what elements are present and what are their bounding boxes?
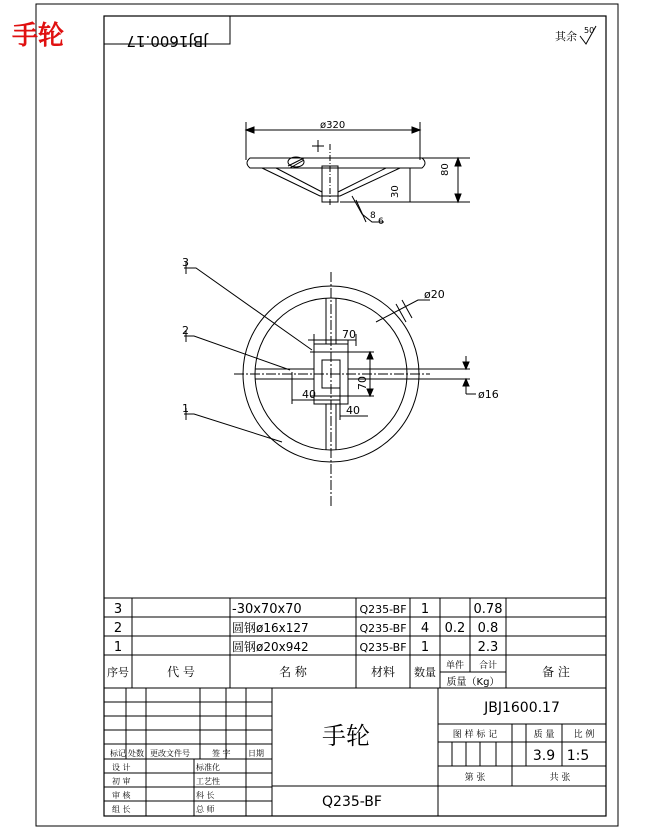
row3-name: -30x70x70 xyxy=(232,602,302,617)
stage-label: 图 样 标 记 xyxy=(452,730,498,740)
dim-spoke-diameter: ø20 xyxy=(424,288,445,301)
row2-name: 圆钢ø16x127 xyxy=(232,621,309,635)
rev-header-sign: 签 字 xyxy=(212,749,231,758)
scale-label: 比 例 xyxy=(573,730,595,740)
row3-material: Q235-BF xyxy=(359,603,407,616)
row2-total-mass: 0.8 xyxy=(477,621,499,636)
dim-roughness-b: 6 xyxy=(378,217,384,227)
header-mass: 质量（Kg） xyxy=(446,677,500,688)
drawing-number: JBJ1600.17 xyxy=(484,700,560,716)
rev-header-file: 更改文件号 xyxy=(150,749,190,758)
role-group-lead: 组 长 xyxy=(112,805,131,814)
rev-header-mark: 标记 xyxy=(110,749,126,758)
row1-qty: 1 xyxy=(420,640,430,655)
row3-total-mass: 0.78 xyxy=(473,602,503,617)
rev-header-count: 处数 xyxy=(128,749,144,758)
dim-rim-height: 30 xyxy=(390,185,401,198)
header-seq: 序号 xyxy=(107,666,129,679)
row3-seq: 3 xyxy=(113,602,123,617)
row3-qty: 1 xyxy=(420,602,430,617)
mass-label: 质 量 xyxy=(533,730,555,740)
surface-finish-value: 50 xyxy=(584,26,595,35)
role-initial-review: 初 审 xyxy=(112,777,131,786)
header-qty: 数量 xyxy=(414,666,436,679)
dim-roughness-a: 8 xyxy=(370,211,376,221)
sheet-label: 第 张 xyxy=(464,773,486,783)
header-material: 材料 xyxy=(370,665,396,679)
leader-label-2: 2 xyxy=(182,324,189,337)
row1-name: 圆钢ø20x942 xyxy=(232,640,309,654)
leader-label-1: 1 xyxy=(182,402,189,415)
header-remark: 备 注 xyxy=(542,665,570,679)
header-total: 合计 xyxy=(478,661,498,671)
dim-offset-right: 40 xyxy=(346,404,360,417)
row1-seq: 1 xyxy=(113,640,123,655)
total-sheets-label: 共 张 xyxy=(549,773,571,783)
row2-unit-mass: 0.2 xyxy=(444,621,466,636)
dim-shaft-diameter: ø16 xyxy=(478,388,499,401)
header-code: 代 号 xyxy=(167,665,195,679)
row2-seq: 2 xyxy=(113,621,123,636)
row1-total-mass: 2.3 xyxy=(477,640,499,655)
role-standard: 标准化 xyxy=(196,763,220,772)
dim-hub-width: 70 xyxy=(342,328,356,341)
role-section-chief: 科 长 xyxy=(196,791,215,800)
page-title: 手轮 xyxy=(12,21,65,51)
dim-offset-left: 40 xyxy=(302,388,316,401)
header-unit: 单件 xyxy=(445,661,465,671)
scale-value: 1:5 xyxy=(566,748,590,764)
row2-qty: 4 xyxy=(420,621,430,636)
row2-material: Q235-BF xyxy=(359,622,407,635)
header-name: 名 称 xyxy=(279,665,307,679)
part-name: 手轮 xyxy=(322,722,370,750)
leader-label-3: 3 xyxy=(182,256,189,269)
material-name: Q235-BF xyxy=(322,794,382,810)
role-process: 工艺性 xyxy=(196,777,220,786)
mass-value: 3.9 xyxy=(532,748,556,764)
role-design: 设 计 xyxy=(112,763,131,772)
rotated-drawing-number: JBJ1600.17 xyxy=(126,32,208,50)
rev-header-date: 日期 xyxy=(248,749,264,758)
role-review: 审 核 xyxy=(112,791,131,800)
role-chief-engineer: 总 师 xyxy=(196,805,215,814)
dim-outer-diameter: ø320 xyxy=(320,120,346,131)
surface-finish-label: 其余 xyxy=(555,30,577,43)
dim-hub-height: 70 xyxy=(356,376,369,390)
dim-height: 80 xyxy=(440,163,451,176)
row1-material: Q235-BF xyxy=(359,641,407,654)
side-view xyxy=(246,122,470,222)
